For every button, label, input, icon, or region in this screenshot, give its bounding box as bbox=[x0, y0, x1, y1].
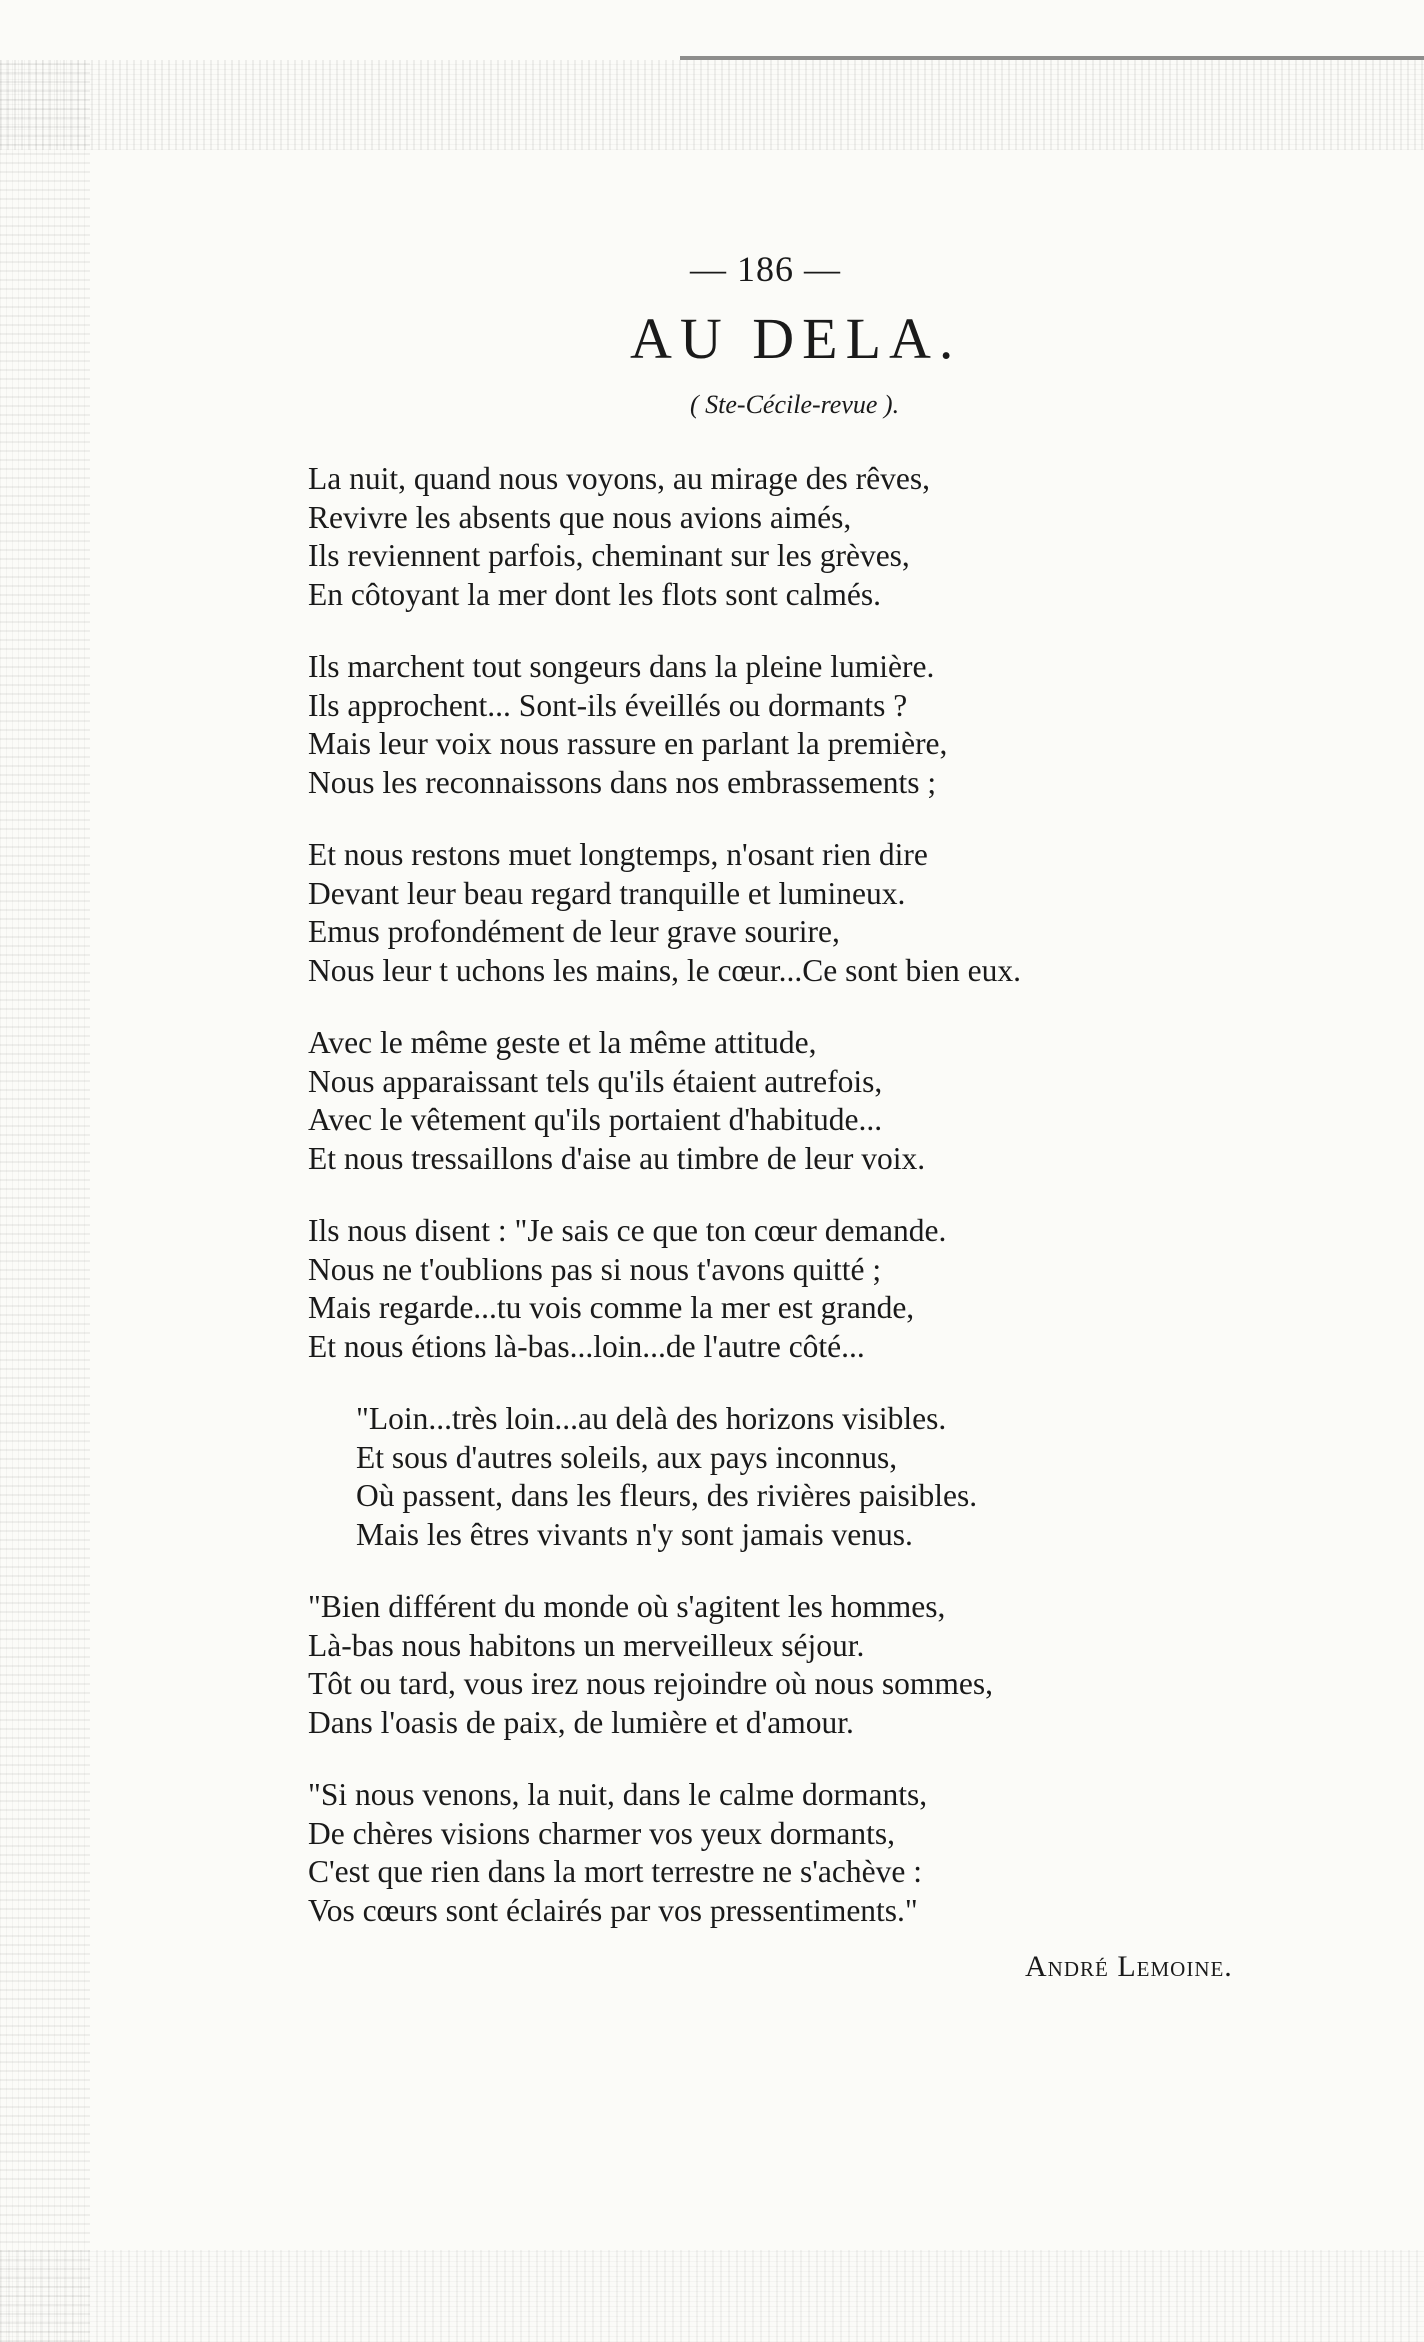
poem-line: "Loin...très loin...au delà des horizons visibles. bbox=[356, 1401, 947, 1436]
poem-line: Là-bas nous habitons un merveilleux séjour. bbox=[308, 1627, 865, 1663]
scan-noise-top bbox=[0, 60, 1424, 150]
poem-line: Tôt ou tard, vous irez nous rejoindre où nous sommes, bbox=[308, 1666, 994, 1701]
poem-source: ( Ste-Cécile-revue ). bbox=[690, 390, 900, 419]
poem-line: Mais les êtres vivants n'y sont jamais venus. bbox=[356, 1516, 913, 1552]
poem-line: "Bien différent du monde où s'agitent les hommes, bbox=[308, 1589, 946, 1624]
poem-line: Devant leur beau regard tranquille et lumineux. bbox=[308, 875, 906, 911]
poem-line: Et nous étions là-bas...loin...de l'autre côté... bbox=[308, 1328, 865, 1364]
poem-line: En côtoyant la mer dont les flots sont calmés. bbox=[308, 576, 881, 612]
poem-line: Emus profondément de leur grave sourire, bbox=[308, 914, 840, 949]
poem-line: Et nous restons muet longtemps, n'osant rien dire bbox=[308, 837, 928, 872]
poem-line: Avec le même geste et la même attitude, bbox=[308, 1025, 817, 1060]
poem-line: Ils marchent tout songeurs dans la pleine lumière. bbox=[308, 649, 935, 684]
poem-line: C'est que rien dans la mort terrestre ne s'achève : bbox=[308, 1854, 922, 1889]
stanza bbox=[308, 460, 1308, 614]
poem-line: Et sous d'autres soleils, aux pays inconnus, bbox=[356, 1439, 898, 1475]
poem-line: Avec le vêtement qu'ils portaient d'habitude... bbox=[308, 1102, 883, 1137]
stanza bbox=[308, 836, 1308, 990]
poem-line: Revivre les absents que nous avions aimés, bbox=[308, 499, 852, 535]
poem-line: Dans l'oasis de paix, de lumière et d'amour. bbox=[308, 1704, 854, 1740]
poem-line: Vos cœurs sont éclairés par vos pressentiments." bbox=[308, 1892, 918, 1928]
scan-noise-left bbox=[0, 60, 90, 2342]
poem-line: Nous les reconnaissons dans nos embrassements ; bbox=[308, 764, 937, 800]
stanza bbox=[308, 1212, 1308, 1366]
poem-line: Ils reviennent parfois, cheminant sur les grèves, bbox=[308, 538, 910, 573]
poem-line: "Si nous venons, la nuit, dans le calme dormants, bbox=[308, 1777, 928, 1812]
poem-line: Ils approchent... Sont-ils éveillés ou dormants ? bbox=[308, 687, 908, 723]
poem-body bbox=[308, 460, 1308, 1964]
poem-line: Et nous tressaillons d'aise au timbre de leur voix. bbox=[308, 1140, 926, 1176]
poem-line: Où passent, dans les fleurs, des rivières paisibles. bbox=[356, 1478, 978, 1513]
stanza bbox=[308, 1776, 1308, 1930]
stanza bbox=[308, 1024, 1308, 1178]
scan-noise-bottom bbox=[0, 2250, 1424, 2342]
poem-line: Nous apparaissant tels qu'ils étaient autrefois, bbox=[308, 1063, 883, 1099]
author-signature: André Lemoine. bbox=[1025, 1950, 1233, 1983]
poem-line: Ils nous disent : "Je sais ce que ton cœur demande. bbox=[308, 1213, 947, 1248]
poem-line: De chères visions charmer vos yeux dormants, bbox=[308, 1815, 895, 1851]
poem-line: Nous leur t uchons les mains, le cœur...Ce sont bien eux. bbox=[308, 952, 1022, 988]
poem-line: Mais regarde...tu vois comme la mer est grande, bbox=[308, 1290, 915, 1325]
poem-title: AU DELA. bbox=[630, 306, 962, 371]
page-number: — 186 — bbox=[690, 249, 841, 289]
poem-line: La nuit, quand nous voyons, au mirage des rêves, bbox=[308, 461, 930, 496]
poem-line: Mais leur voix nous rassure en parlant la première, bbox=[308, 726, 948, 761]
stanza bbox=[308, 1400, 1308, 1554]
stanza bbox=[308, 648, 1308, 802]
poem-line: Nous ne t'oublions pas si nous t'avons quitté ; bbox=[308, 1251, 882, 1287]
stanza bbox=[308, 1588, 1308, 1742]
